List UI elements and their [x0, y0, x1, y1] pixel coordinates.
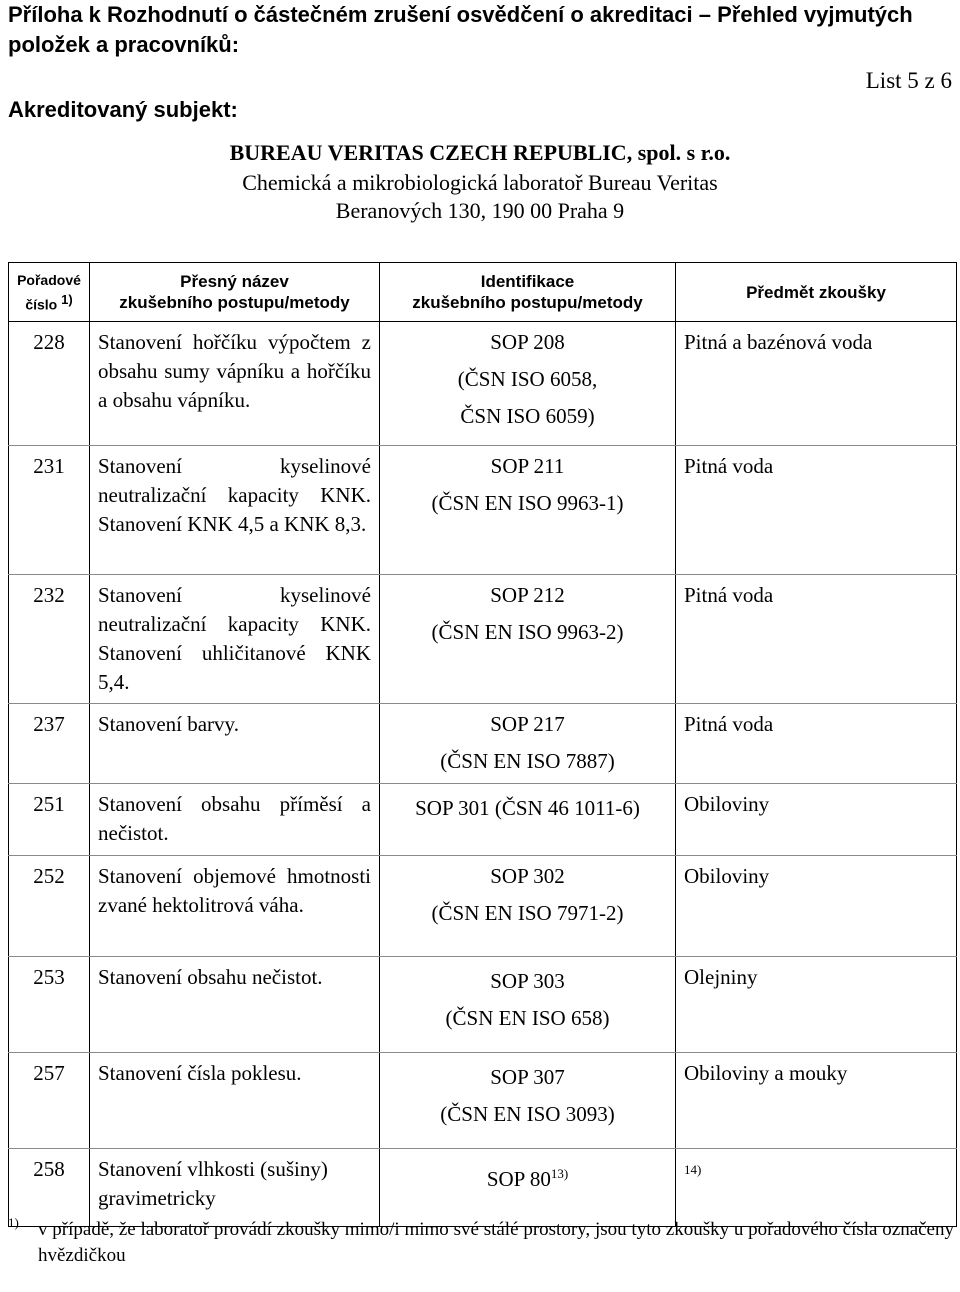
table-row — [9, 446, 957, 575]
row-number: 237 — [9, 704, 90, 784]
row-identification — [380, 322, 676, 446]
row-sop-footnote-ref: 13) — [550, 1166, 569, 1181]
page-number: List 5 z 6 — [865, 68, 952, 93]
header-number-line1: Pořadové — [17, 271, 81, 288]
row-identification — [380, 575, 676, 704]
row-standard: (ČSN ISO 6058, — [457, 367, 598, 391]
header-name — [90, 263, 380, 322]
table-row — [9, 856, 957, 957]
row-number: 232 — [9, 575, 90, 704]
row-method-name: Stanovení barvy. — [90, 704, 380, 784]
table-header-row — [9, 263, 957, 322]
subject-label: Akreditovaný subjekt: — [8, 97, 238, 122]
row-identification — [380, 856, 676, 957]
row-standard: (ČSN EN ISO 3093) — [440, 1102, 615, 1126]
removed-items-table — [8, 262, 957, 1227]
row-method-name: Stanovení hořčíku výpočtem z obsahu sumy vápníku a hořčíku a obsahu vápníku. — [90, 322, 380, 446]
row-subject: Pitná voda — [676, 446, 957, 575]
row-method-name: Stanovení obsahu příměsí a nečistot. — [90, 784, 380, 856]
row-subject: Obiloviny a mouky — [676, 1053, 957, 1149]
row-method-name: Stanovení kyselinové neutralizační kapacity KNK. Stanovení uhličitanové KNK 5,4. — [90, 575, 380, 704]
header-subject: Předmět zkoušky — [676, 263, 957, 322]
row-sop-code-text: SOP 80 — [486, 1167, 551, 1191]
row-identification — [380, 1053, 676, 1149]
row-number: 252 — [9, 856, 90, 957]
header-number-line2: číslo — [25, 296, 58, 313]
row-standard: (ČSN EN ISO 9963-1) — [431, 491, 624, 515]
row-sop-code: SOP 217 — [490, 712, 565, 736]
table-row — [9, 1149, 957, 1227]
header-number — [9, 263, 90, 322]
row-method-name: Stanovení objemové hmotnosti zvané hektolitrová váha. — [90, 856, 380, 957]
row-subject: Obiloviny — [676, 856, 957, 957]
row-method-name: Stanovení obsahu nečistot. — [90, 957, 380, 1053]
row-sop-code: SOP 208 — [490, 330, 565, 354]
row-identification — [380, 1149, 676, 1227]
row-number: 251 — [9, 784, 90, 856]
row-sop-code: SOP 307 — [490, 1065, 565, 1089]
header-name-line1: Přesný název — [180, 272, 289, 291]
row-standard: (ČSN EN ISO 7971-2) — [431, 901, 624, 925]
header-identification — [380, 263, 676, 322]
row-standard: (ČSN EN ISO 658) — [445, 1006, 610, 1030]
row-number: 257 — [9, 1053, 90, 1149]
laboratory-address: Beranových 130, 190 00 Praha 9 — [335, 198, 625, 223]
row-standard: (ČSN EN ISO 7887) — [440, 749, 615, 773]
row-number: 231 — [9, 446, 90, 575]
row-sop-code: SOP 303 — [490, 969, 565, 993]
row-identification — [380, 446, 676, 575]
row-subject: Pitná voda — [676, 704, 957, 784]
row-subject: Pitná a bazénová voda — [676, 322, 957, 446]
footnote-text: v případě, že laboratoř provádí zkoušky mimo/i mimo své stálé prostory, jsou tyto zkoušky u pořadového čísla označeny hvězdičkou — [38, 1219, 954, 1266]
row-subject-footnote-ref: 14) — [684, 1162, 702, 1177]
header-ident-line1: Identifikace — [480, 272, 575, 291]
table-row — [9, 704, 957, 784]
footnote-mark: 1) — [8, 1215, 19, 1230]
row-sop-code — [388, 1159, 667, 1194]
document-title: Příloha k Rozhodnutí o částečném zrušení osvědčení o akreditaci – Přehled vyjmutých položek a pracovníků: — [8, 2, 913, 57]
header-ident-line2: zkušebního postupu/metody — [412, 293, 643, 312]
header-name-line2: zkušebního postupu/metody — [119, 293, 350, 312]
row-number: 253 — [9, 957, 90, 1053]
header-number-footnote-ref: 1) — [61, 291, 73, 307]
row-method-name: Stanovení kyselinové neutralizační kapacity KNK. Stanovení KNK 4,5 a KNK 8,3. — [90, 446, 380, 575]
table-row — [9, 784, 957, 856]
row-number: 228 — [9, 322, 90, 446]
row-standard: ČSN ISO 6059) — [460, 404, 595, 428]
row-identification — [380, 784, 676, 856]
table-row — [9, 957, 957, 1053]
table-row — [9, 1053, 957, 1149]
table-row — [9, 322, 957, 446]
organization-name: BUREAU VERITAS CZECH REPUBLIC, spol. s r.o. — [229, 140, 731, 165]
row-number: 258 — [9, 1149, 90, 1227]
row-sop-code: SOP 301 (ČSN 46 1011-6) — [415, 796, 640, 820]
row-identification — [380, 704, 676, 784]
row-method-name: Stanovení vlhkosti (sušiny) gravimetricky — [90, 1149, 380, 1227]
laboratory-name: Chemická a mikrobiologická laboratoř Bureau Veritas — [242, 170, 718, 195]
row-identification — [380, 957, 676, 1053]
row-subject: Olejniny — [676, 957, 957, 1053]
row-subject — [676, 1149, 957, 1227]
row-subject: Pitná voda — [676, 575, 957, 704]
row-sop-code: SOP 211 — [490, 454, 565, 478]
row-standard: (ČSN EN ISO 9963-2) — [431, 620, 624, 644]
row-sop-code: SOP 302 — [490, 864, 565, 888]
row-method-name: Stanovení čísla poklesu. — [90, 1053, 380, 1149]
table-row — [9, 575, 957, 704]
row-subject: Obiloviny — [676, 784, 957, 856]
row-sop-code: SOP 212 — [490, 583, 565, 607]
